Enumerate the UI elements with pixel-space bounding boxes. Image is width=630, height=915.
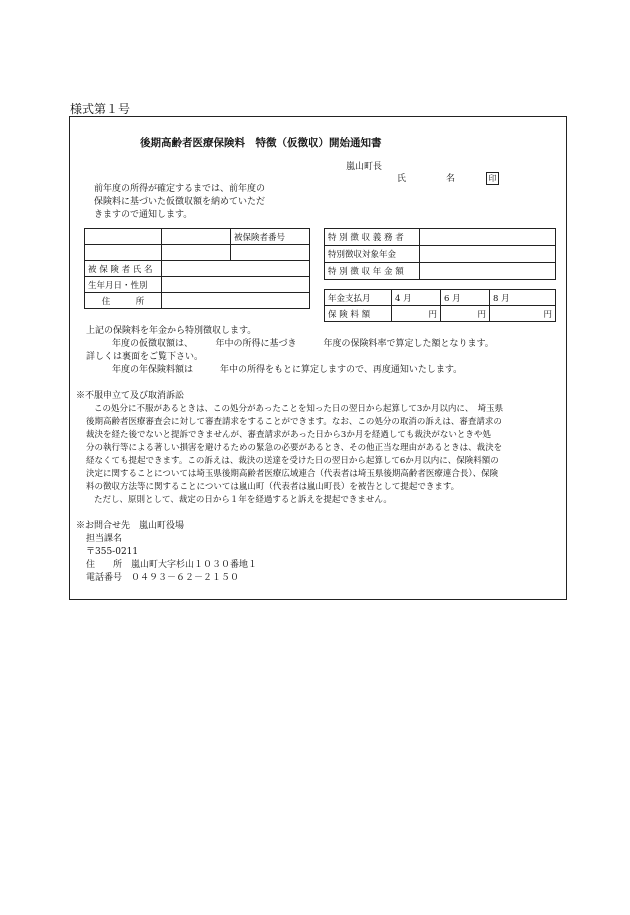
note-line-1: 上記の保険料を年金から特別徴収します。 [86,326,257,336]
month-1: 4 月 [392,290,441,306]
contact-postal: 〒355-0211 [86,547,139,557]
appeal-line-4: 分の執行等による著しい損害を避けるための緊急の必要があるとき、その他正当な理由があるときは、裁決を [86,443,503,453]
contact-department: 担当課名 [86,534,123,544]
note-line-3: 詳しくは裏面をご覧下さい。 [86,352,204,362]
note-line-4: 年度の年保険料額は 年中の所得をもとに算定しますので、再度通知いたします。 [112,365,463,375]
appeal-line-3: 裁決を経た後でないと提訴できませんが、審査請求があった日から3か月を経過しても裁決がないときや処 [86,430,491,440]
appeal-line-8: ただし、原則として、裁定の日から１年を経過すると訴えを提起できません。 [94,495,392,505]
notice-title: 後期高齢者医療保険料 特徴（仮徴収）開始通知書 [140,137,382,149]
appeal-heading: ※不服申立て及び取消訴訟 [76,391,185,401]
appeal-line-2: 後期高齢者医療審査会に対して審査請求をすることができます。なお、この処分の取消の訴えは、審査請求の [86,417,502,427]
obligor-value [420,229,556,246]
birth-gender-label: 生年月日・性別 [85,277,162,293]
insured-name-value [162,261,310,277]
cell-empty [85,245,162,261]
contact-address: 住 所 嵐山町大字杉山１０３０番地１ [86,560,258,570]
target-pension-label: 特別徴収対象年金 [325,246,420,263]
intro-line-1: 前年度の所得が確定するまでは、前年度の [94,184,266,194]
mayor-label: 嵐山町長 [346,162,383,172]
name-label-2: 名 [446,174,456,184]
month-3: 8 月 [490,290,556,306]
form-number: 様式第１号 [70,102,131,116]
seal [486,172,499,185]
special-collection-table [324,228,556,280]
payment-schedule-table [324,289,556,322]
contact-phone: 電話番号 ０４９３－６２－２１５０ [86,573,240,583]
appeal-line-7: 料の徴収方法等に関することについては嵐山町（代表者は嵐山町長）を被告として提起できます。 [86,482,460,492]
amount-label: 保 険 料 額 [325,306,392,322]
birth-gender-value [162,277,310,293]
intro-line-3: きますので通知します。 [94,210,193,220]
month-2: 6 月 [441,290,490,306]
name-label-1: 氏 [397,174,407,184]
insured-number-label: 被保険者番号 [231,229,310,245]
pension-amount-value [420,263,556,280]
appeal-line-6: 決定に関することについては埼玉県後期高齢者医療広域連合（代表者は埼玉県後期高齢者医療連合長）、保険 [86,469,499,479]
address-value [162,293,310,309]
intro-line-2: 保険料に基づいた仮徴収額を納めていただ [94,197,266,207]
cell-empty [162,245,231,261]
contact-heading: ※お問合せ先 嵐山町役場 [76,521,185,531]
amount-yen-1: 円 [392,306,441,322]
month-label: 年金支払月 [325,290,392,306]
appeal-line-5: 経なくても提起できます。この訴えは、裁決の送達を受けた日の翌日から起算して6か月以内に、保険料額の [86,456,499,466]
obligor-label: 特 別 徴 収 義 務 者 [325,229,420,246]
pension-amount-label: 特 別 徴 収 年 金 額 [325,263,420,280]
note-line-2: 年度の仮徴収額は、 年中の所得に基づき 年度の保険料率で算定した額となります。 [112,339,494,349]
seal-stamp: 印 [486,172,499,185]
target-pension-value [420,246,556,263]
amount-yen-2: 円 [441,306,490,322]
insured-number-value [231,245,310,261]
cell-empty [162,229,231,245]
appeal-line-1: この処分に不服があるときは、この処分があったことを知った日の翌日から起算して3か月以内に、 埼玉県 [94,404,504,414]
amount-yen-3: 円 [490,306,556,322]
cell-empty [85,229,162,245]
address-label: 住 所 [85,293,162,309]
insured-name-label: 被 保 険 者 氏 名 [85,261,162,277]
insured-info-table [84,228,310,309]
